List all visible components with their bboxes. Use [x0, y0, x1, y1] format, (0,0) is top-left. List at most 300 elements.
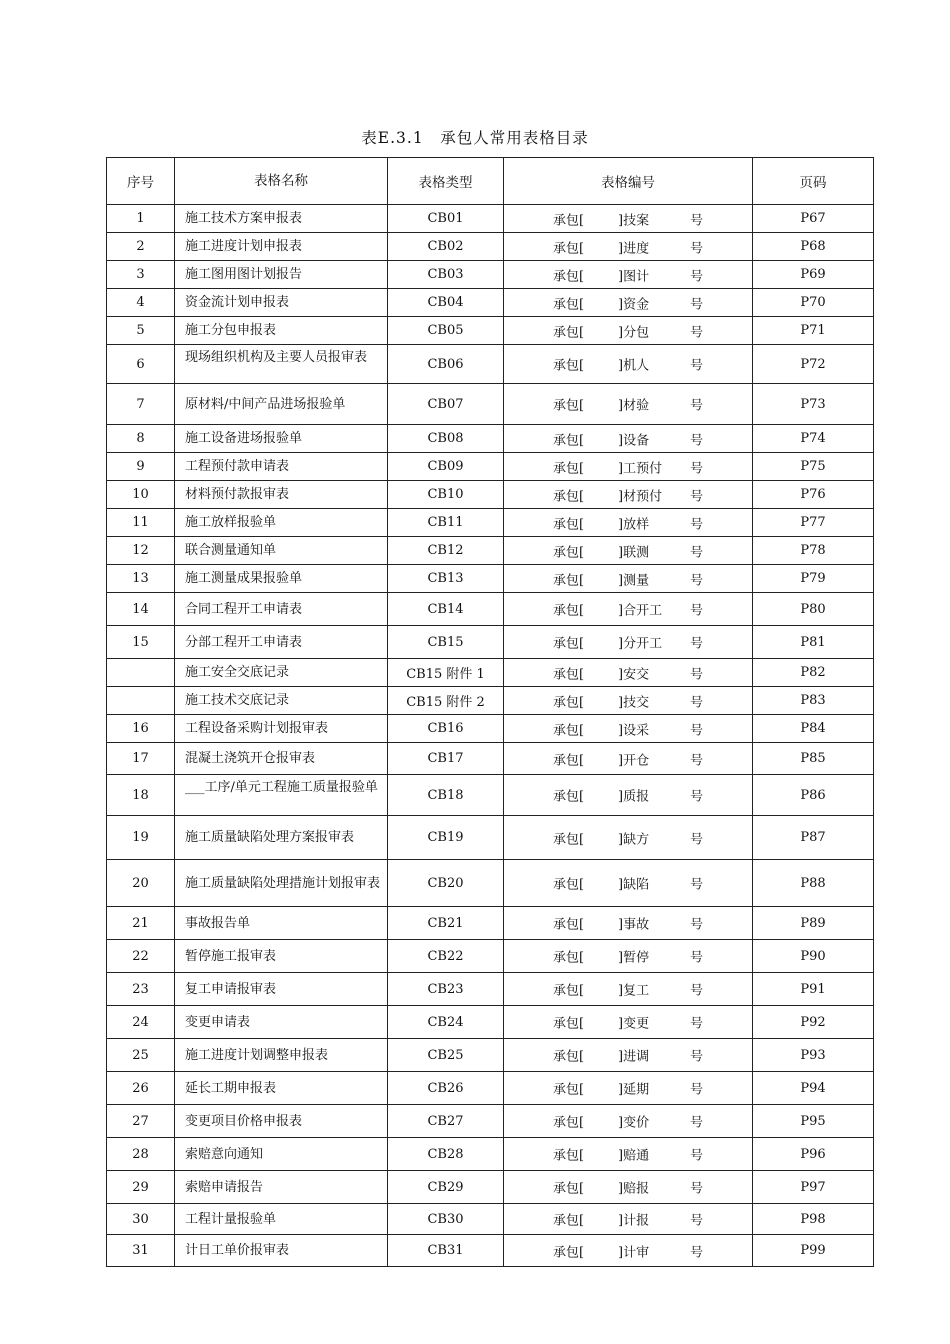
code-prefix: 承包[ — [553, 545, 585, 560]
row-form-name-text: 工程预付款申请表 — [185, 459, 290, 474]
row-page: P82 — [753, 659, 874, 687]
row-page: P68 — [753, 233, 874, 261]
row-page: P99 — [753, 1235, 874, 1267]
row-form-type: CB24 — [388, 1006, 504, 1039]
table-row — [107, 289, 874, 317]
code-suffix: 号 — [690, 1016, 704, 1032]
code-prefix: 承包[ — [553, 461, 585, 476]
row-form-code — [504, 816, 753, 860]
code-abbreviation: ]材预付 — [618, 489, 663, 504]
row-form-name — [175, 384, 388, 425]
row-form-type: CB21 — [388, 907, 504, 940]
row-form-code — [504, 973, 753, 1006]
row-page: P74 — [753, 425, 874, 453]
row-index: 8 — [107, 425, 175, 453]
row-index: 14 — [107, 593, 175, 626]
row-form-code — [504, 1138, 753, 1171]
row-form-code — [504, 907, 753, 940]
code-prefix: 承包[ — [553, 1181, 585, 1197]
table-row — [107, 1171, 874, 1204]
row-form-name-text: 施工进度计划申报表 — [185, 239, 303, 254]
table-row — [107, 384, 874, 425]
row-form-name-text: 原材料/中间产品进场报验单 — [185, 396, 346, 412]
row-form-code — [504, 593, 753, 626]
code-suffix: 号 — [690, 1082, 704, 1098]
row-page: P75 — [753, 453, 874, 481]
code-suffix: 号 — [690, 461, 704, 476]
code-suffix: 号 — [690, 358, 704, 374]
table-row — [107, 973, 874, 1006]
row-form-name — [175, 940, 388, 973]
row-form-type: CB30 — [388, 1204, 504, 1235]
row-form-name-text: 施工设备进场报验单 — [185, 431, 303, 446]
row-form-name-text: 施工图用图计划报告 — [185, 267, 303, 282]
row-form-name-text: 联合测量通知单 — [185, 543, 277, 558]
row-form-name — [175, 261, 388, 289]
code-prefix: 承包[ — [553, 269, 585, 284]
row-form-name — [175, 317, 388, 345]
row-form-type: CB01 — [388, 205, 504, 233]
row-page: P93 — [753, 1039, 874, 1072]
row-index: 30 — [107, 1204, 175, 1235]
row-form-code — [504, 1171, 753, 1204]
row-form-type: CB15 附件 2 — [388, 687, 504, 715]
row-form-type: CB09 — [388, 453, 504, 481]
row-form-code — [504, 205, 753, 233]
row-form-type: CB19 — [388, 816, 504, 860]
row-page: P83 — [753, 687, 874, 715]
table-row — [107, 1204, 874, 1235]
row-form-code — [504, 1039, 753, 1072]
code-suffix: 号 — [690, 832, 704, 847]
row-page: P69 — [753, 261, 874, 289]
row-form-code — [504, 1105, 753, 1138]
row-form-name — [175, 1072, 388, 1105]
row-form-name-text: 施工质量缺陷处理方案报审表 — [185, 830, 355, 845]
row-form-type: CB20 — [388, 860, 504, 907]
code-prefix: 承包[ — [553, 789, 585, 805]
code-prefix: 承包[ — [553, 950, 585, 966]
code-suffix: 号 — [690, 723, 704, 738]
code-prefix: 承包[ — [553, 325, 585, 340]
row-form-name-text: 暂停施工报审表 — [185, 948, 277, 964]
code-suffix: 号 — [690, 1245, 704, 1260]
row-form-code — [504, 509, 753, 537]
row-form-name-text: 施工进度计划调整申报表 — [185, 1047, 329, 1063]
row-page: P90 — [753, 940, 874, 973]
row-form-code — [504, 537, 753, 565]
row-page: P79 — [753, 565, 874, 593]
row-form-name — [175, 1204, 388, 1235]
header-index: 序号 — [107, 158, 175, 205]
code-suffix: 号 — [690, 545, 704, 560]
row-form-type: CB06 — [388, 345, 504, 384]
code-prefix: 承包[ — [553, 573, 585, 588]
row-form-name — [175, 1171, 388, 1204]
row-page: P67 — [753, 205, 874, 233]
code-abbreviation: ]延期 — [618, 1082, 650, 1098]
code-abbreviation: ]赔报 — [618, 1181, 650, 1197]
row-form-name — [175, 1039, 388, 1072]
row-form-code — [504, 659, 753, 687]
row-index: 20 — [107, 860, 175, 907]
code-abbreviation: ]计报 — [618, 1213, 650, 1229]
form-catalog-table — [106, 157, 874, 1267]
row-page: P87 — [753, 816, 874, 860]
row-form-type: CB05 — [388, 317, 504, 345]
code-prefix: 承包[ — [553, 358, 585, 374]
row-index: 31 — [107, 1235, 175, 1267]
row-page: P73 — [753, 384, 874, 425]
code-prefix: 承包[ — [553, 1082, 585, 1098]
row-form-type: CB28 — [388, 1138, 504, 1171]
row-form-name — [175, 860, 388, 907]
code-suffix: 号 — [690, 983, 704, 999]
code-abbreviation: ]材验 — [618, 398, 650, 414]
row-form-name-text: 资金流计划申报表 — [185, 295, 290, 310]
code-abbreviation: ]技案 — [618, 213, 650, 228]
code-abbreviation: ]质报 — [618, 789, 650, 805]
code-abbreviation: ]联测 — [618, 545, 650, 560]
row-form-name — [175, 537, 388, 565]
row-index: 28 — [107, 1138, 175, 1171]
table-row — [107, 687, 874, 715]
row-index: 7 — [107, 384, 175, 425]
row-form-type: CB18 — [388, 775, 504, 816]
row-index: 11 — [107, 509, 175, 537]
row-form-code — [504, 743, 753, 775]
table-row — [107, 1235, 874, 1267]
code-suffix: 号 — [690, 241, 704, 256]
table-row — [107, 593, 874, 626]
row-index: 6 — [107, 345, 175, 384]
row-page: P86 — [753, 775, 874, 816]
code-abbreviation: ]复工 — [618, 983, 650, 999]
code-prefix: 承包[ — [553, 667, 585, 682]
code-abbreviation: ]安交 — [618, 667, 650, 682]
row-form-type: CB16 — [388, 715, 504, 743]
table-row — [107, 1138, 874, 1171]
code-prefix: 承包[ — [553, 297, 585, 312]
header-type: 表格类型 — [388, 158, 504, 205]
row-form-code — [504, 565, 753, 593]
header-page: 页码 — [753, 158, 874, 205]
code-prefix: 承包[ — [553, 1016, 585, 1032]
row-page: P97 — [753, 1171, 874, 1204]
table-row — [107, 317, 874, 345]
row-form-name — [175, 659, 388, 687]
row-form-code — [504, 233, 753, 261]
code-suffix: 号 — [690, 573, 704, 588]
row-form-name-text: 索赔申请报告 — [185, 1179, 264, 1195]
row-form-name — [175, 565, 388, 593]
table-row — [107, 1039, 874, 1072]
row-form-code — [504, 626, 753, 659]
row-form-name-text: 工程计量报验单 — [185, 1211, 277, 1227]
row-index — [107, 687, 175, 715]
code-prefix: 承包[ — [553, 1213, 585, 1229]
row-form-type: CB07 — [388, 384, 504, 425]
row-index: 15 — [107, 626, 175, 659]
code-abbreviation: ]资金 — [618, 297, 650, 312]
row-index: 29 — [107, 1171, 175, 1204]
row-form-type: CB08 — [388, 425, 504, 453]
row-form-code — [504, 860, 753, 907]
row-form-name-text: 施工技术方案申报表 — [185, 211, 303, 226]
code-abbreviation: ]进度 — [618, 241, 650, 256]
row-form-name — [175, 816, 388, 860]
code-prefix: 承包[ — [553, 832, 585, 847]
row-form-code — [504, 384, 753, 425]
row-index: 21 — [107, 907, 175, 940]
row-form-name-text: 计日工单价报审表 — [185, 1243, 290, 1258]
row-form-name — [175, 626, 388, 659]
row-form-type: CB11 — [388, 509, 504, 537]
row-form-name — [175, 743, 388, 775]
row-page: P84 — [753, 715, 874, 743]
table-row — [107, 481, 874, 509]
row-index — [107, 659, 175, 687]
row-form-name — [175, 593, 388, 626]
row-index: 3 — [107, 261, 175, 289]
code-suffix: 号 — [690, 1049, 704, 1065]
code-suffix: 号 — [690, 636, 704, 652]
row-index: 13 — [107, 565, 175, 593]
code-abbreviation: ]测量 — [618, 573, 650, 588]
code-prefix: 承包[ — [553, 917, 585, 933]
row-form-type: CB14 — [388, 593, 504, 626]
row-form-code — [504, 1204, 753, 1235]
code-prefix: 承包[ — [553, 695, 585, 710]
code-suffix: 号 — [690, 1213, 704, 1229]
table-body — [107, 205, 874, 1267]
row-form-type: CB02 — [388, 233, 504, 261]
code-prefix: 承包[ — [553, 517, 585, 532]
row-form-type: CB22 — [388, 940, 504, 973]
code-suffix: 号 — [690, 297, 704, 312]
row-form-name — [175, 687, 388, 715]
row-form-name-text: 施工技术交底记录 — [185, 693, 290, 708]
code-prefix: 承包[ — [553, 877, 585, 893]
row-form-type: CB10 — [388, 481, 504, 509]
row-form-type: CB12 — [388, 537, 504, 565]
row-form-code — [504, 453, 753, 481]
code-abbreviation: ]赔通 — [618, 1148, 650, 1164]
code-suffix: 号 — [690, 789, 704, 805]
row-form-type: CB29 — [388, 1171, 504, 1204]
row-form-code — [504, 481, 753, 509]
row-form-type: CB27 — [388, 1105, 504, 1138]
code-abbreviation: ]机人 — [618, 358, 650, 374]
row-form-type: CB15 — [388, 626, 504, 659]
row-form-type: CB25 — [388, 1039, 504, 1072]
row-form-name — [175, 205, 388, 233]
code-suffix: 号 — [690, 695, 704, 710]
code-prefix: 承包[ — [553, 1049, 585, 1065]
row-page: P81 — [753, 626, 874, 659]
row-form-name — [175, 425, 388, 453]
row-page: P92 — [753, 1006, 874, 1039]
table-row — [107, 425, 874, 453]
row-form-code — [504, 687, 753, 715]
table-title: 表E.3.1 承包人常用表格目录 — [361, 129, 589, 147]
code-abbreviation: ]图计 — [618, 269, 650, 284]
row-form-name — [175, 907, 388, 940]
row-page: P88 — [753, 860, 874, 907]
code-abbreviation: ]缺陷 — [618, 877, 650, 893]
row-form-type: CB13 — [388, 565, 504, 593]
row-index: 22 — [107, 940, 175, 973]
row-form-name — [175, 453, 388, 481]
row-form-name — [175, 1138, 388, 1171]
code-suffix: 号 — [690, 1115, 704, 1131]
row-index: 5 — [107, 317, 175, 345]
row-form-name-text: 施工放样报验单 — [185, 515, 277, 530]
row-index: 9 — [107, 453, 175, 481]
code-suffix: 号 — [690, 269, 704, 284]
code-abbreviation: ]开仓 — [618, 753, 650, 768]
row-form-name-text: 混凝土浇筑开仓报审表 — [185, 751, 316, 766]
table-row — [107, 1006, 874, 1039]
code-prefix: 承包[ — [553, 1245, 585, 1260]
row-form-code — [504, 1006, 753, 1039]
row-form-type: CB15 附件 1 — [388, 659, 504, 687]
row-index: 23 — [107, 973, 175, 1006]
table-row — [107, 907, 874, 940]
row-index: 19 — [107, 816, 175, 860]
table-row — [107, 565, 874, 593]
table-row — [107, 940, 874, 973]
row-page: P78 — [753, 537, 874, 565]
row-form-code — [504, 261, 753, 289]
row-page: P94 — [753, 1072, 874, 1105]
row-form-name-text: 施工测量成果报验单 — [185, 571, 303, 586]
row-form-name — [175, 715, 388, 743]
row-index: 16 — [107, 715, 175, 743]
row-form-name-text: ___工序/单元工程施工质量报验单 — [185, 780, 378, 795]
code-abbreviation: ]暂停 — [618, 950, 650, 966]
code-suffix: 号 — [690, 877, 704, 893]
code-abbreviation: ]变价 — [618, 1115, 650, 1131]
row-form-code — [504, 425, 753, 453]
row-form-code — [504, 775, 753, 816]
row-form-name-text: 施工质量缺陷处理措施计划报审表 — [185, 875, 381, 891]
code-suffix: 号 — [690, 325, 704, 340]
code-suffix: 号 — [690, 917, 704, 933]
code-prefix: 承包[ — [553, 1115, 585, 1131]
row-form-name-text: 工程设备采购计划报审表 — [185, 721, 329, 736]
row-index: 1 — [107, 205, 175, 233]
row-form-name — [175, 1105, 388, 1138]
row-form-name — [175, 481, 388, 509]
code-abbreviation: ]工预付 — [618, 461, 663, 476]
row-page: P80 — [753, 593, 874, 626]
row-form-name-text: 材料预付款报审表 — [185, 487, 290, 502]
row-form-name-text: 索赔意向通知 — [185, 1146, 264, 1162]
code-abbreviation: ]缺方 — [618, 832, 650, 847]
code-abbreviation: ]设备 — [618, 433, 650, 448]
code-prefix: 承包[ — [553, 433, 585, 448]
row-index: 26 — [107, 1072, 175, 1105]
table-row — [107, 1072, 874, 1105]
table-row — [107, 816, 874, 860]
table-row — [107, 233, 874, 261]
code-prefix: 承包[ — [553, 213, 585, 228]
code-abbreviation: ]技交 — [618, 695, 650, 710]
table-row — [107, 659, 874, 687]
row-form-code — [504, 317, 753, 345]
row-index: 25 — [107, 1039, 175, 1072]
code-prefix: 承包[ — [553, 398, 585, 414]
header-code: 表格编号 — [504, 158, 753, 205]
code-suffix: 号 — [690, 603, 704, 619]
row-form-type: CB23 — [388, 973, 504, 1006]
row-index: 17 — [107, 743, 175, 775]
row-form-code — [504, 940, 753, 973]
table-row — [107, 743, 874, 775]
row-index: 4 — [107, 289, 175, 317]
code-suffix: 号 — [690, 950, 704, 966]
row-form-type: CB31 — [388, 1235, 504, 1267]
row-form-name — [175, 345, 388, 384]
table-row — [107, 626, 874, 659]
row-page: P72 — [753, 345, 874, 384]
row-form-name — [175, 973, 388, 1006]
row-page: P70 — [753, 289, 874, 317]
code-abbreviation: ]进调 — [618, 1049, 650, 1065]
code-abbreviation: ]分开工 — [618, 636, 663, 652]
row-page: P91 — [753, 973, 874, 1006]
table-row — [107, 261, 874, 289]
row-form-name-text: 变更申请表 — [185, 1014, 251, 1030]
table-row — [107, 205, 874, 233]
row-form-type: CB03 — [388, 261, 504, 289]
table-row — [107, 453, 874, 481]
row-form-name — [175, 509, 388, 537]
header-row — [107, 158, 874, 205]
row-page: P96 — [753, 1138, 874, 1171]
code-prefix: 承包[ — [553, 603, 585, 619]
row-form-code — [504, 1235, 753, 1267]
row-form-name — [175, 1006, 388, 1039]
row-page: P85 — [753, 743, 874, 775]
row-page: P89 — [753, 907, 874, 940]
row-form-name-text: 复工申请报审表 — [185, 981, 277, 997]
table-row — [107, 860, 874, 907]
row-page: P95 — [753, 1105, 874, 1138]
code-suffix: 号 — [690, 753, 704, 768]
row-form-name-text: 延长工期申报表 — [185, 1080, 277, 1096]
code-suffix: 号 — [690, 1181, 704, 1197]
row-form-name — [175, 775, 388, 816]
table-row — [107, 509, 874, 537]
table-row — [107, 537, 874, 565]
code-prefix: 承包[ — [553, 489, 585, 504]
code-prefix: 承包[ — [553, 753, 585, 768]
code-suffix: 号 — [690, 213, 704, 228]
row-form-code — [504, 289, 753, 317]
row-index: 18 — [107, 775, 175, 816]
code-suffix: 号 — [690, 1148, 704, 1164]
row-form-name-text: 合同工程开工申请表 — [185, 601, 303, 617]
code-prefix: 承包[ — [553, 983, 585, 999]
code-abbreviation: ]合开工 — [618, 603, 663, 619]
code-abbreviation: ]分包 — [618, 325, 650, 340]
code-suffix: 号 — [690, 433, 704, 448]
row-index: 24 — [107, 1006, 175, 1039]
code-suffix: 号 — [690, 667, 704, 682]
table-row — [107, 715, 874, 743]
